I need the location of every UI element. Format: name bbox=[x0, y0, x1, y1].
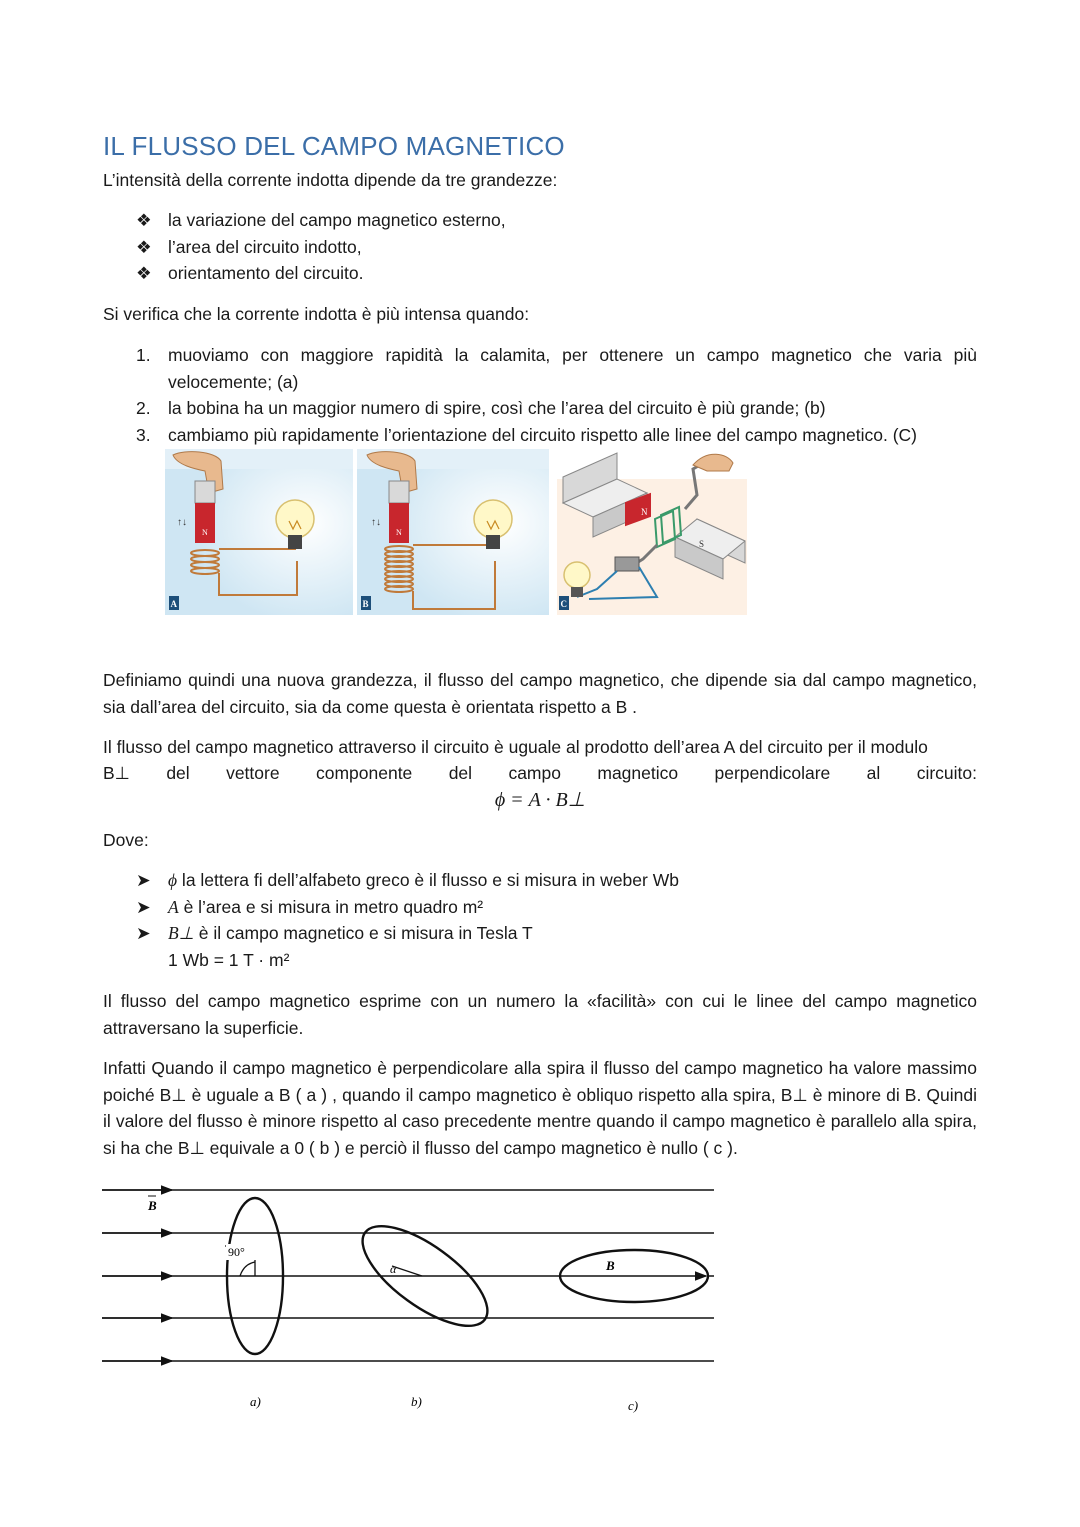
diamond-bullet-icon: ❖ bbox=[136, 236, 152, 257]
induction-figures bbox=[165, 449, 750, 615]
list-item: ❖ la variazione del campo magnetico esterno, bbox=[136, 207, 977, 234]
numbered-list bbox=[136, 342, 977, 448]
figure-b-label: B bbox=[362, 599, 369, 609]
figure-a-magnet-coil bbox=[165, 449, 353, 615]
list-item: ❖ l’area del circuito indotto, bbox=[136, 234, 977, 261]
bullet-list bbox=[136, 207, 977, 287]
n-pole-label: N bbox=[396, 528, 402, 537]
flux-formula: ϕ = A · B⊥ bbox=[494, 789, 586, 811]
explanation-paragraph: Infatti Quando il campo magnetico è perpendicolare alla spira il flusso del campo magnetico ha valore massimo poiché B⊥ è uguale a B ( a ) , quando il campo magnetico è obliquo rispetto alla spira, B⊥ è minore di B. Quindi il valore del flusso è minore rispetto al caso precedente mentre quando il campo magnetico è parallelo alla spira, si ha che B⊥ equivale a 0 ( b ) e perciò il flusso del campo magnetico è nullo ( c ). bbox=[103, 1058, 977, 1158]
diamond-bullet-icon: ❖ bbox=[136, 210, 152, 230]
list-item: 3. cambiamo più rapidamente l’orientazione del circuito rispetto alle linee del campo magnetico. (C) bbox=[136, 424, 917, 445]
list-item: ➤ A è l’area e si misura in metro quadro m² bbox=[136, 894, 977, 921]
page-title: IL FLUSSO DEL CAMPO MAGNETICO bbox=[103, 131, 565, 161]
list-item: ➤ B⊥ è il campo magnetico e si misura in Tesla T bbox=[136, 920, 977, 947]
intro-text: L’intensità della corrente indotta dipende da tre grandezze: bbox=[103, 170, 558, 190]
list-item: 1. muoviamo con maggiore rapidità la calamita, per ottenere un campo magnetico che varia più velocemente; (a) bbox=[136, 345, 977, 392]
figure-c-label: C bbox=[560, 599, 567, 609]
verify-text: Si verifica che la corrente indotta è più intensa quando: bbox=[103, 304, 530, 324]
list-item: 2. la bobina ha un maggior numero di spire, così che l’area del circuito è più grande; (b) bbox=[136, 398, 826, 418]
caption-c: c) bbox=[628, 1398, 639, 1413]
dove-label: Dove: bbox=[103, 830, 149, 850]
motion-arrows: ↑↓ bbox=[371, 517, 381, 528]
b-field-label: B bbox=[606, 1258, 615, 1273]
definitions-list bbox=[136, 867, 977, 973]
arrow-bullet-icon: ➤ bbox=[136, 870, 151, 890]
figure-a-label: A bbox=[170, 599, 177, 609]
arrow-bullet-icon: ➤ bbox=[136, 923, 151, 943]
list-item bbox=[136, 947, 977, 974]
expresses-paragraph: Il flusso del campo magnetico esprime con un numero la «facilità» con cui le linee del campo magnetico attraversano la superficie. bbox=[103, 991, 977, 1038]
flux-line-1: Il flusso del campo magnetico attraverso il circuito è uguale al prodotto dell’area A del circuito per il modulo bbox=[103, 737, 928, 757]
unit-equivalence: 1 Wb = 1 T · m² bbox=[168, 949, 290, 970]
angle-90-label: 90° bbox=[228, 1245, 245, 1259]
arrow-bullet-icon: ➤ bbox=[136, 896, 151, 917]
n-pole-label: N bbox=[641, 507, 648, 517]
list-item: ❖ orientamento del circuito. bbox=[136, 260, 977, 287]
diamond-bullet-icon: ❖ bbox=[136, 263, 152, 283]
list-item: ➤ ϕ la lettera fi dell’alfabeto greco è il flusso e si misura in weber Wb bbox=[136, 867, 977, 894]
alpha-angle-label: α bbox=[390, 1262, 397, 1276]
flux-orientation-diagram bbox=[100, 1180, 720, 1420]
motion-arrows: ↑↓ bbox=[177, 517, 187, 528]
figure-b-magnet-coil-more-turns bbox=[357, 449, 549, 615]
n-pole-label: N bbox=[202, 528, 208, 537]
caption-b: b) bbox=[411, 1394, 422, 1409]
field-vector-label: B bbox=[148, 1198, 157, 1213]
figure-c-rotating-coil bbox=[557, 449, 747, 615]
caption-a: a) bbox=[250, 1394, 261, 1409]
definition-paragraph: Definiamo quindi una nuova grandezza, il flusso del campo magnetico, che dipende sia dal campo magnetico, sia dall’area del circuito, sia da come questa è orientata rispetto a B . bbox=[103, 670, 977, 717]
s-pole-label: S bbox=[699, 539, 705, 549]
flux-line-2: B⊥ del vettore componente del campo magnetico perpendicolare al circuito: bbox=[103, 763, 977, 783]
